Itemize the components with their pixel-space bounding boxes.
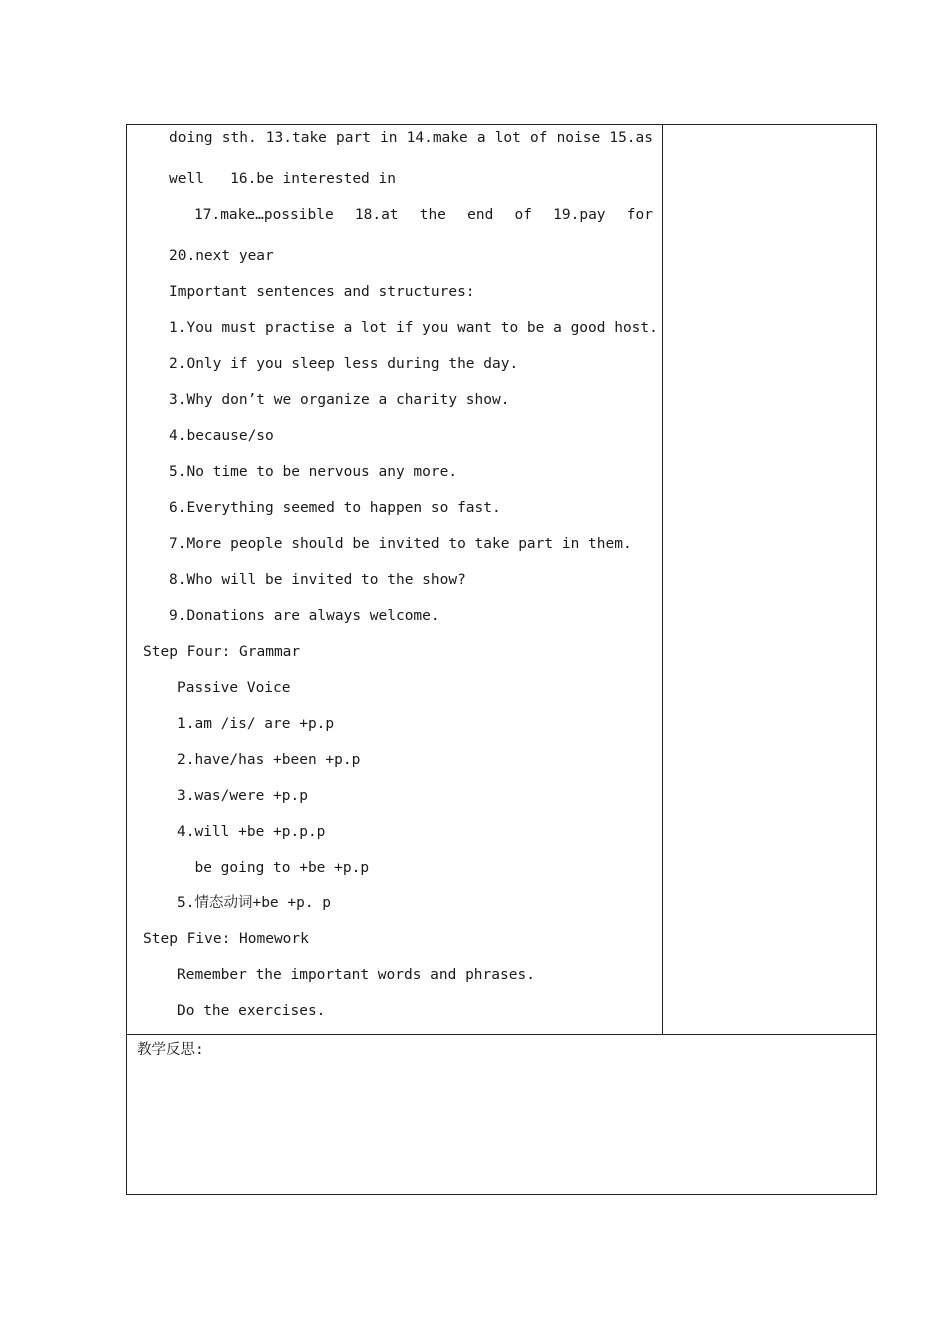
phrase-word: 18.at (354, 207, 399, 223)
grammar-item: 3.was/were +p.p (177, 788, 308, 804)
phrases-row-4: 20.next year (169, 248, 274, 264)
step-five-heading: Step Five: Homework (143, 931, 309, 947)
sentence-item: 5.No time to be nervous any more. (169, 464, 458, 480)
phrase-word: end (467, 207, 494, 223)
sentence-item: 6.Everything seemed to happen so fast. (169, 500, 501, 516)
grammar-item: be going to +be +p.p (177, 860, 370, 876)
sentence-item: 7.More people should be invited to take part in them. (169, 536, 632, 552)
sentence-item: 3.Why don’t we organize a charity show. (169, 392, 510, 408)
grammar-item: 2.have/has +been +p.p (177, 752, 361, 768)
homework-item: Do the exercises. (177, 1003, 326, 1019)
phrase-word: 17.make…possible (194, 207, 334, 223)
phrase-word: sth. (221, 130, 257, 146)
phrase-word: noise (556, 130, 601, 146)
grammar-item: 1.am /is/ are +p.p (177, 716, 335, 732)
phrase-word: 15.as (609, 130, 653, 146)
phrases-row-2: well 16.be interested in (169, 171, 396, 187)
sentence-item: 9.Donations are always welcome. (169, 608, 440, 624)
sentences-heading: Important sentences and structures: (169, 284, 475, 300)
phrase-word: 13.take (265, 130, 327, 146)
phrase-word: in (380, 130, 398, 146)
phrase-word: lot (494, 130, 521, 146)
phrase-word: for (626, 207, 653, 223)
phrase-word: of (530, 130, 548, 146)
phrase-word: doing (169, 130, 213, 146)
phrase-word: the (419, 207, 446, 223)
sentence-item: 8.Who will be invited to the show? (169, 572, 466, 588)
phrase-word: 14.make (406, 130, 468, 146)
step-four-heading: Step Four: Grammar (143, 644, 301, 660)
sentence-item: 4.because/so (169, 428, 274, 444)
phrase-word: part (336, 130, 371, 146)
phrase-word: 19.pay (553, 207, 606, 223)
reflection-label: 教学反思: (137, 1042, 204, 1058)
grammar-item: 4.will +be +p.p.p (177, 824, 326, 840)
phrases-row-3 (194, 206, 653, 224)
grammar-item: 5.情态动词+be +p. p (177, 895, 332, 911)
phrase-word: a (476, 130, 486, 146)
grammar-title: Passive Voice (177, 680, 291, 696)
sentence-item: 2.Only if you sleep less during the day. (169, 356, 519, 372)
row-divider (126, 1034, 877, 1035)
column-divider (662, 124, 663, 1035)
sentence-item: 1.You must practise a lot if you want to be a good host. (169, 320, 658, 336)
phrase-word: of (514, 207, 532, 223)
phrases-row-1 (169, 129, 653, 147)
homework-item: Remember the important words and phrases. (177, 967, 535, 983)
